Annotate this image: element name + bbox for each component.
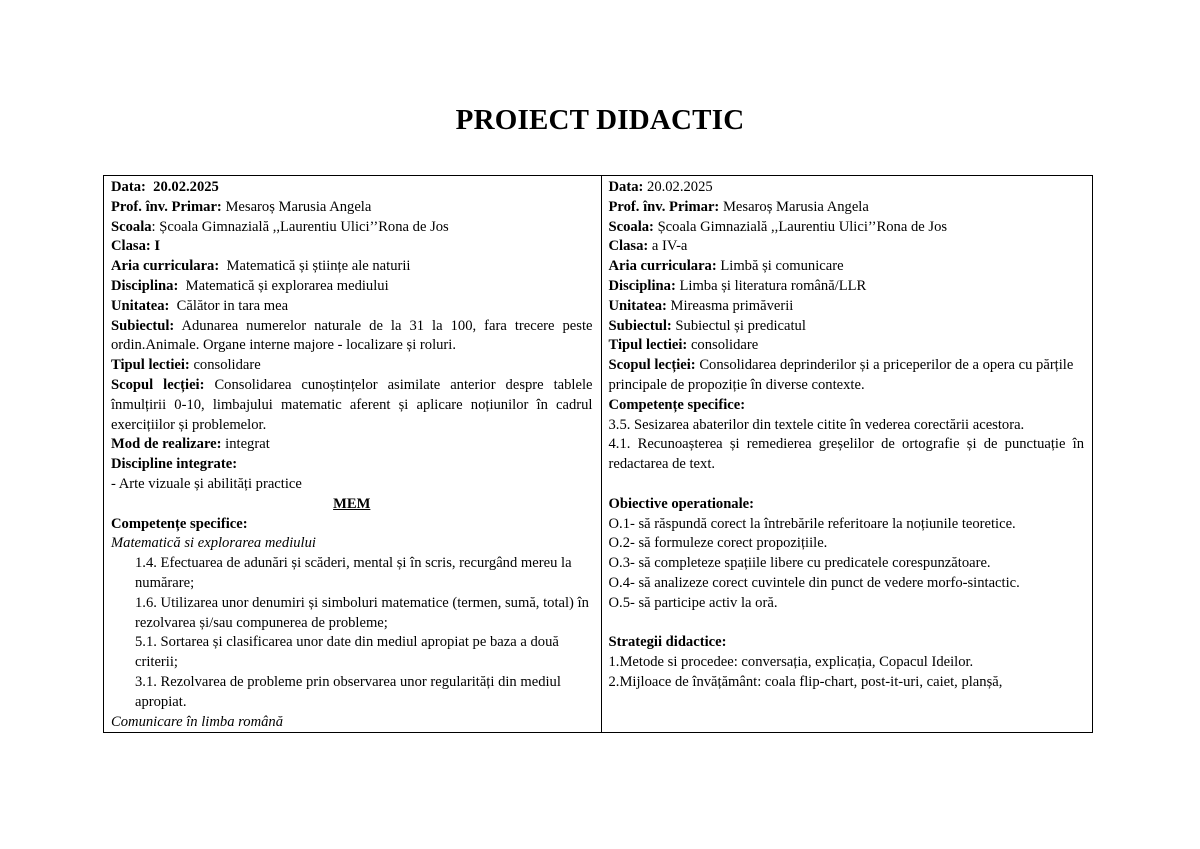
teacher-row xyxy=(609,198,1085,218)
objective-item: O.1- să răspundă corect la întrebările referitoare la noțiunile teoretice. xyxy=(608,515,1016,532)
objective-item: O.3- să completeze spațiile libere cu predicatele corespunzătoare. xyxy=(608,555,991,572)
lesson-goal-label: Scopul lecției: xyxy=(608,357,696,374)
competence-item: 1.4. Efectuarea de adunări și scăderi, mental și în scris, recurgând mereu la numărare; xyxy=(135,555,572,591)
strategy-item: 2.Mijloace de învățământ: coala flip-chart, post-it-uri, caiet, planșă, xyxy=(608,673,1003,690)
school-row xyxy=(111,218,593,238)
objective-item: O.2- să formuleze corect propozițiile. xyxy=(608,535,828,552)
unit-row xyxy=(111,297,593,317)
strategy-item: 1.Metode si procedee: conversația, explicația, Copacul Ideilor. xyxy=(608,654,974,671)
lesson-goal-label: Scopul lecției: xyxy=(111,376,205,393)
date-label: Data: xyxy=(608,179,644,195)
unit-label: Unitatea: xyxy=(111,297,170,314)
curricular-area-value: Limbă și comunicare xyxy=(720,258,844,275)
class-row xyxy=(111,237,593,257)
mem-heading: MEM xyxy=(333,495,371,512)
school-value: : Școala Gimnazială ,,Laurentiu Ulici’’Rona de Jos xyxy=(151,218,449,235)
subject-value: Subiectul și predicatul xyxy=(675,317,806,334)
unit-value: Călător in tara mea xyxy=(176,297,289,314)
date-row xyxy=(111,178,593,198)
teacher-label: Prof. înv. Primar: xyxy=(111,198,222,215)
competence-item: 1.6. Utilizarea unor denumiri și simboluri matematice (termen, sumă, total) în rezolvarea și/sau compunerea de probleme; xyxy=(135,594,589,631)
left-column-cell xyxy=(104,176,602,733)
teacher-value: Mesaroș Marusia Angela xyxy=(722,198,869,215)
competence-item: 3.1. Rezolvarea de probleme prin observarea unor regularități din mediul apropiat. xyxy=(135,673,561,710)
discipline-label: Disciplina: xyxy=(608,277,676,294)
class-value: I xyxy=(154,238,161,255)
objective-item: O.4- să analizeze corect cuvintele din punct de vedere morfo-sintactic. xyxy=(608,574,1020,591)
integrated-disciplines-label: Discipline integrate: xyxy=(111,456,238,473)
lesson-type-row xyxy=(609,336,1085,356)
unit-value: Mireasma primăverii xyxy=(670,297,794,314)
school-label: Scoala: xyxy=(608,218,654,235)
curricular-area-label: Aria curriculara: xyxy=(608,258,717,275)
school-label: Scoala xyxy=(111,218,152,235)
class-label: Clasa: xyxy=(111,238,151,255)
unit-row xyxy=(609,297,1085,317)
discipline-label: Disciplina: xyxy=(111,277,179,294)
method-label: Mod de realizare: xyxy=(111,436,222,453)
lesson-goal-value: Consolidarea deprinderilor și a priceperilor de a opera cu părțile principale de propoziție în diverse contexte. xyxy=(608,357,1074,393)
subject-heading-clr: Comunicare în limba română xyxy=(111,713,284,730)
subject-label: Subiectul: xyxy=(111,317,175,334)
integrated-discipline-item: - Arte vizuale și abilități practice xyxy=(111,475,302,492)
discipline-value: Limba și literatura română/LLR xyxy=(679,277,867,294)
date-label: Data: xyxy=(111,179,146,195)
teacher-label: Prof. înv. Primar: xyxy=(608,198,720,215)
school-value: Școala Gimnazială ,,Laurentiu Ulici’’Rona de Jos xyxy=(657,218,948,235)
lesson-type-value: consolidare xyxy=(690,337,759,354)
method-row xyxy=(111,435,593,455)
curricular-area-row xyxy=(111,257,593,277)
discipline-row xyxy=(111,277,593,297)
curricular-area-value: Matematică și științe ale naturii xyxy=(226,258,411,275)
subject-row xyxy=(111,317,593,357)
competence-item: 4.1. Recunoașterea și remedierea greșelilor de ortografie și de punctuație în redactarea de text. xyxy=(608,436,1084,473)
lesson-type-row xyxy=(111,356,593,376)
competences-label: Competențe specifice: xyxy=(608,396,746,413)
discipline-row xyxy=(609,277,1085,297)
subject-label: Subiectul: xyxy=(608,317,672,334)
curricular-area-label: Aria curriculara: xyxy=(111,258,220,275)
subject-value: Adunarea numerelor naturale de la 31 la 100, fara trecere peste ordin.Animale. Organe interne majore - localizare și roluri. xyxy=(111,317,593,354)
competence-item: 5.1. Sortarea și clasificarea unor date din mediul apropiat pe baza a două criterii; xyxy=(135,634,559,671)
unit-label: Unitatea: xyxy=(608,297,667,314)
page-title: PROIECT DIDACTIC xyxy=(455,104,745,136)
spacer xyxy=(609,614,1085,634)
spacer xyxy=(609,475,1085,495)
lesson-type-label: Tipul lectiei: xyxy=(608,337,688,354)
lesson-type-value: consolidare xyxy=(193,357,261,374)
class-value: a IV-a xyxy=(651,238,688,255)
strategies-label: Strategii didactice: xyxy=(608,634,727,651)
school-row xyxy=(609,218,1085,238)
right-column-cell xyxy=(601,176,1093,733)
date-row xyxy=(609,178,1085,198)
competence-item: 3.5. Sesizarea abaterilor din textele citite în vederea corectării acestora. xyxy=(608,416,1025,433)
subject-heading-mem: Matematică si explorarea mediului xyxy=(111,535,316,552)
discipline-value: Matematică și explorarea mediului xyxy=(185,277,389,294)
date-value: 20.02.2025 xyxy=(647,179,713,195)
teacher-row xyxy=(111,198,593,218)
class-row xyxy=(609,237,1085,257)
objective-item: O.5- să participe activ la oră. xyxy=(608,594,778,611)
teacher-value: Mesaroș Marusia Angela xyxy=(225,198,372,215)
competences-label: Competențe specifice: xyxy=(111,515,248,532)
objectives-label: Obiective operationale: xyxy=(608,495,754,512)
curricular-area-row xyxy=(609,257,1085,277)
lesson-goal-value: Consolidarea cunoștințelor asimilate anterior despre tablele înmulțirii 0-10, limbajului matematic aferent și aplicare noțiunilor în cadrul exercițiilor și problemelor. xyxy=(111,376,593,433)
lesson-goal-row xyxy=(111,376,593,435)
lesson-plan-table xyxy=(103,175,1093,733)
mem-heading-row xyxy=(111,495,593,515)
date-value: 20.02.2025 xyxy=(153,179,219,195)
method-value: integrat xyxy=(225,436,270,453)
lesson-goal-row xyxy=(609,356,1085,396)
subject-row xyxy=(609,317,1085,337)
lesson-type-label: Tipul lectiei: xyxy=(111,357,190,374)
class-label: Clasa: xyxy=(608,238,649,255)
